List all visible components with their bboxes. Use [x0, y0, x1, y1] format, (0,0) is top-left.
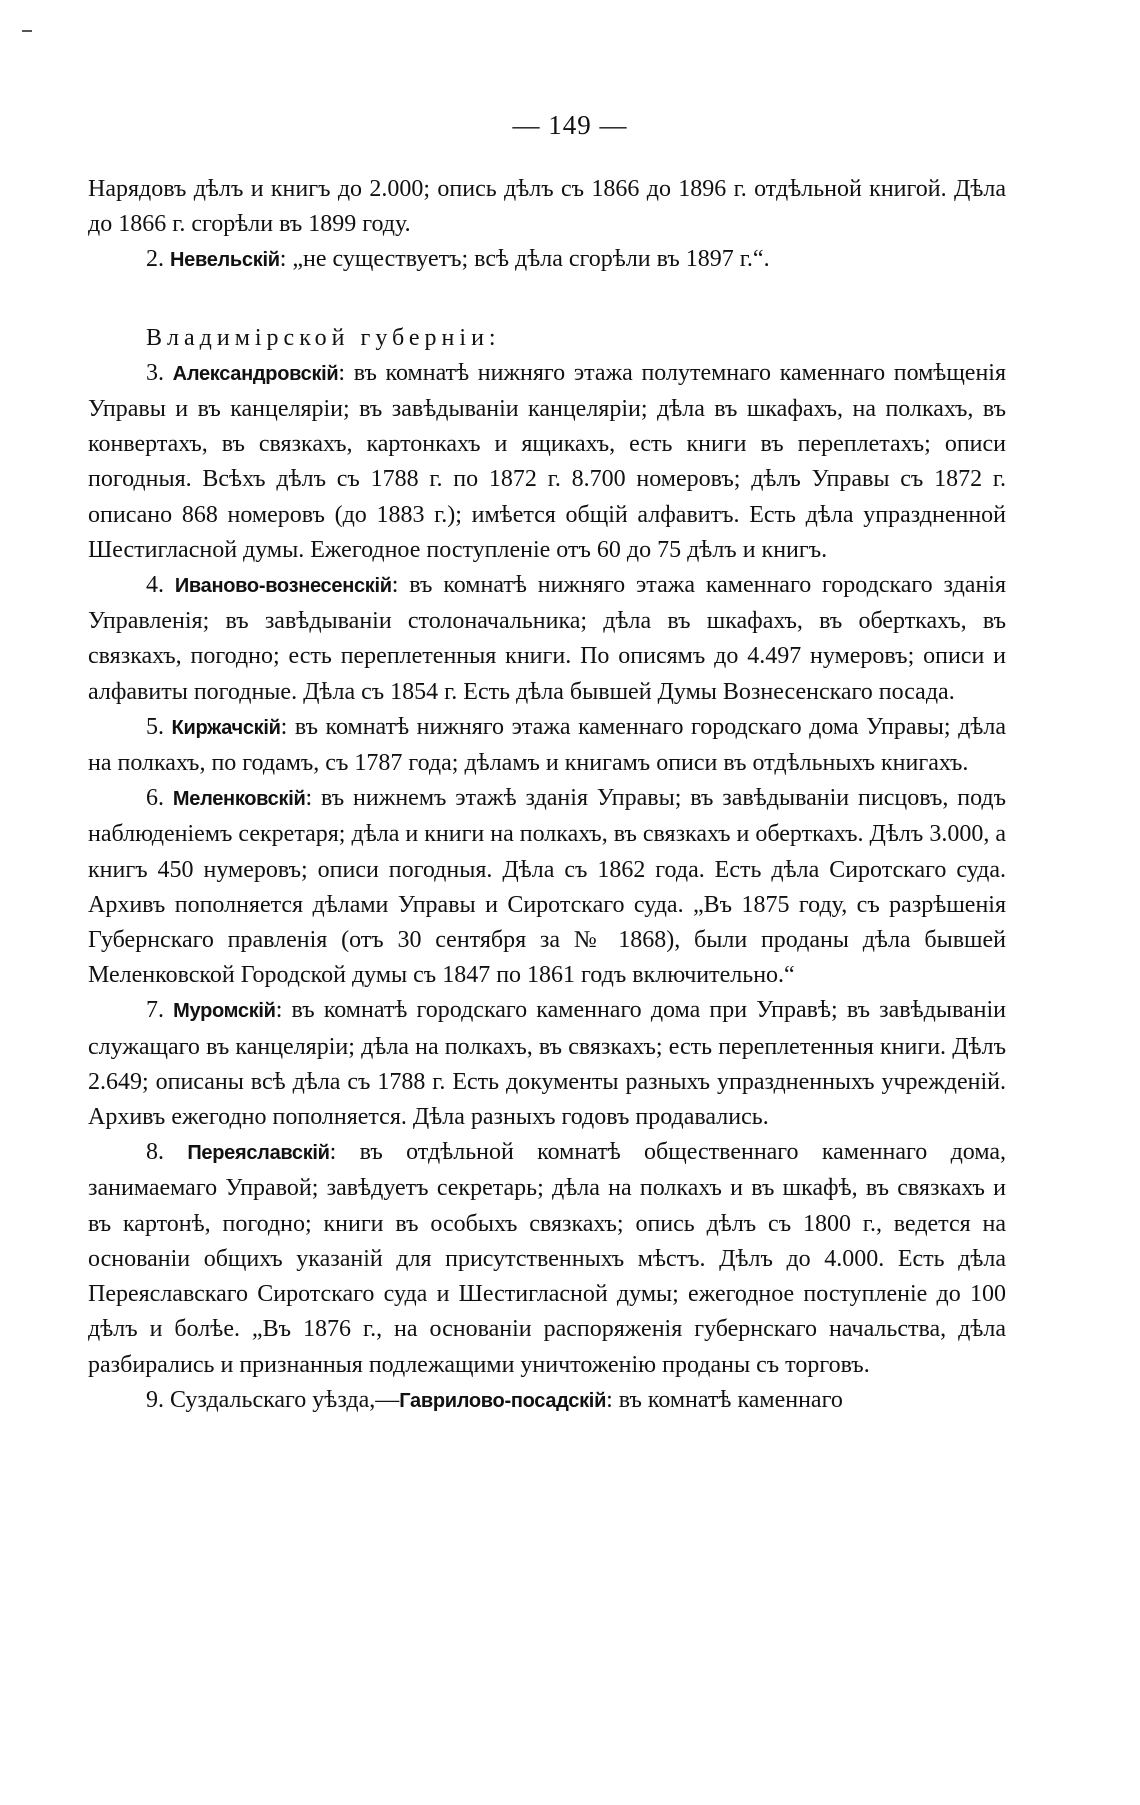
entry-gavrilovo-posadsky — [88, 1383, 1006, 1419]
entry-text: : въ нижнемъ этажѣ зданія Управы; въ завѣдываніи писцовъ, подъ наблюденіемъ секретаря; дѣла и книги на полкахъ, въ связкахъ и оберткахъ. Дѣлъ 3.000, а книгъ 450 нумеровъ; описи погодныя. Дѣла съ 1862 года. Есть дѣла Сиротскаго суда. Архивъ пополняется дѣлами Управы и Сиротскаго суда. „Въ 1875 году, съ разрѣшенія Губернскаго правленія (отъ 30 сентября за № 1868), были проданы дѣла бывшей Меленковской Городской думы съ 1847 по 1861 годъ включительно.“ — [88, 785, 1007, 989]
entry-pereyaslavsky — [88, 1135, 1006, 1382]
entry-text: Нарядовъ дѣлъ и книгъ до 2.000; опись дѣлъ съ 1866 до 1896 г. отдѣльной книгой. Дѣла до 1866 г. сгорѣли въ 1899 году. — [88, 176, 1006, 238]
entry-name: Киржачскій — [171, 716, 281, 739]
entry-text: : „не существуетъ; всѣ дѣла сгорѣли въ 1897 г.“. — [279, 246, 770, 273]
entry-name: Александровскій — [172, 362, 339, 385]
entry-number: 7. — [146, 997, 164, 1024]
entry-text: : въ комнатѣ нижняго этажа каменнаго городскаго зданія Управленія; въ завѣдываніи столоначальника; дѣла въ шкафахъ, въ оберткахъ, въ связкахъ, погодно; есть переплетенныя книги. По описямъ до 4.497 нумеровъ; описи и алфавиты погодные. Дѣла съ 1854 г. Есть дѣла бывшей Думы Вознесенскаго посада. — [88, 572, 1006, 705]
page-number: — 149 — — [512, 110, 628, 140]
entry-muromsky — [88, 993, 1006, 1135]
document-body — [88, 172, 1006, 1419]
entry-number: 5. — [146, 713, 164, 740]
entry-text: : въ комнатѣ каменнаго — [606, 1386, 843, 1413]
entry-name: Гаврилово-посадскій — [399, 1389, 607, 1412]
entry-aleksandrovsky — [88, 356, 1006, 568]
entry-number: 6. — [146, 785, 164, 812]
entry-number: 9. — [146, 1386, 164, 1413]
entry-text: : въ комнатѣ нижняго этажа полутемнаго каменнаго помѣщенія Управы и въ канцеляріи; въ завѣдываніи канцеляріи; дѣла въ шкафахъ, на полкахъ, въ конвертахъ, въ связкахъ, картонкахъ и ящикахъ, есть книги въ переплетахъ; описи погодныя. Всѣхъ дѣлъ съ 1788 г. по 1872 г. 8.700 номеровъ; дѣлъ Управы съ 1872 г. описано 868 номеровъ (до 1883 г.); имѣется общій алфавитъ. Есть дѣла упраздненной Шестигласной думы. Ежегодное поступленіе отъ 60 до 75 дѣлъ и книгъ. — [88, 359, 1007, 563]
entry-number: 8. — [146, 1139, 164, 1166]
entry-melenkovsky — [88, 781, 1006, 993]
entry-number: 2. — [146, 246, 164, 273]
entry-name: Переяславскій — [187, 1142, 330, 1165]
entry-number: 4. — [146, 572, 164, 599]
entry-text: : въ отдѣльной комнатѣ общественнаго каменнаго дома, занимаемаго Управой; завѣдуетъ секретарь; дѣла на полкахъ и въ шкафѣ, въ связкахъ и въ картонѣ, погодно; книги въ особыхъ связкахъ; опись дѣлъ съ 1800 г., ведется на основаніи общихъ указаній для присутственныхъ мѣстъ. Дѣлъ до 4.000. Есть дѣла Переяславскаго Сиротскаго суда и Шестигласной думы; ежегодное поступленіе до 100 дѣлъ и болѣе. „Въ 1876 г., на основаніи распоряженія губернскаго начальства, дѣла разбирались и признанныя подлежащими уничтоженію проданы съ торговъ. — [88, 1139, 1007, 1378]
entry-name: Муромскій — [173, 1000, 276, 1023]
entry-text: : въ комнатѣ городскаго каменнаго дома при Управѣ; въ завѣдываніи служащаго въ канцеляріи; дѣла на полкахъ, въ связкахъ; есть переплетенныя книги. Дѣлъ 2.649; описаны всѣ дѣла съ 1788 г. Есть документы разныхъ упраздненныхъ учрежденій. Архивъ ежегодно пополняется. Дѣла разныхъ годовъ продавались. — [88, 997, 1007, 1131]
scan-mark — [22, 30, 32, 32]
entry-ivanovo-voznesensky — [88, 568, 1006, 710]
entry-number: 3. — [146, 359, 164, 386]
entry-name: Меленковскій — [172, 788, 306, 811]
entry-prefix: Суздальскаго уѣзда,— — [170, 1386, 400, 1413]
entry-name: Невельскій — [170, 249, 280, 272]
entry-kirzhachsky — [88, 710, 1006, 781]
continued-paragraph — [88, 172, 1006, 242]
entry-nevelsky — [88, 242, 1006, 278]
section-heading: Владимірской губерніи: — [146, 324, 501, 351]
entry-text: : въ комнатѣ нижняго этажа каменнаго городскаго дома Управы; дѣла на полкахъ, по годамъ, съ 1787 года; дѣламъ и книгамъ описи въ отдѣльныхъ книгахъ. — [88, 713, 1007, 777]
entry-name: Иваново-вознесенскій — [174, 575, 392, 598]
